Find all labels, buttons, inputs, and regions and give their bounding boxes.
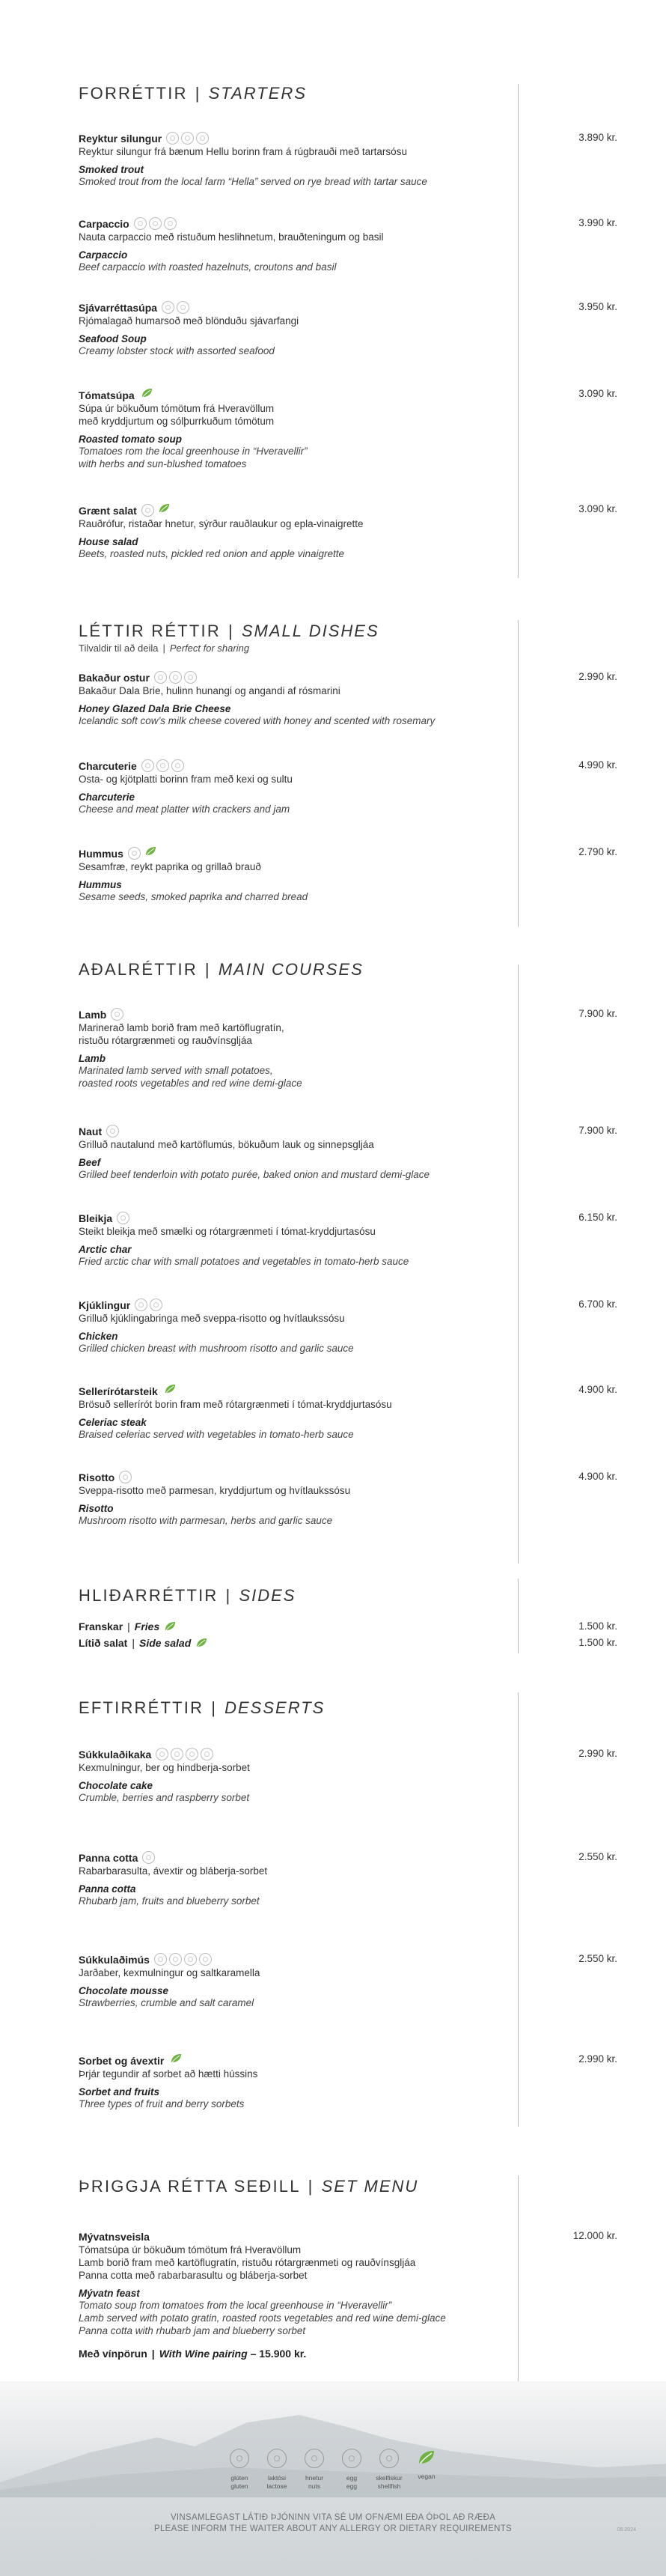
dish-name-english: Celeriac steak bbox=[79, 1417, 147, 1428]
dish-description: Marinerað lamb borið fram með kartöflugratín, bbox=[79, 1022, 284, 1034]
dish-name-english: Sorbet and fruits bbox=[79, 2086, 160, 2097]
dish-description-english: Smoked trout from the local farm “Hella” served on rye bread with tartar sauce bbox=[79, 176, 427, 188]
shellfish-icon bbox=[177, 301, 189, 314]
allergen-icons bbox=[141, 759, 186, 773]
dish-name: Sorbet og ávextir bbox=[79, 2054, 165, 2067]
menu-item bbox=[79, 1851, 617, 1907]
dish-description-english: Cheese and meat platter with crackers and jam bbox=[79, 804, 290, 815]
lactose-icon bbox=[267, 2449, 287, 2468]
egg-icon bbox=[181, 132, 194, 145]
dish-price: 2.990 kr. bbox=[578, 1748, 617, 1759]
menu-item bbox=[79, 1008, 617, 1090]
dish-description-english: Three types of fruit and berry sorbets bbox=[79, 2098, 245, 2109]
dish-price: 2.550 kr. bbox=[578, 1851, 617, 1862]
dish-description: Súpa úr bökuðum tómötum frá Hveravöllum bbox=[79, 403, 275, 414]
dish-price: 3.090 kr. bbox=[578, 503, 617, 514]
dish-description: Jarðaber, kexmulningur og saltkaramella bbox=[79, 1967, 260, 1979]
dish-description-english: Rhubarb jam, fruits and blueberry sorbet bbox=[79, 1895, 260, 1907]
allergen-icons bbox=[154, 1953, 214, 1966]
gluten-icon bbox=[230, 2449, 249, 2468]
allergen-icons bbox=[142, 1851, 157, 1865]
dish-name: Charcuterie bbox=[79, 760, 137, 772]
desserts-heading: EFTIRRÉTTIR | DESSERTS bbox=[79, 1698, 326, 1717]
menu-item bbox=[79, 503, 617, 560]
lactose-icon bbox=[119, 1471, 132, 1483]
dish-name-english: Chocolate mousse bbox=[79, 1985, 169, 1997]
allergen-icons bbox=[141, 503, 171, 517]
dish-name: Hummus bbox=[79, 847, 123, 860]
menu-item bbox=[79, 1298, 617, 1355]
side-item: Lítið salat | Side salad 1.500 kr. bbox=[79, 1637, 617, 1649]
menu-item bbox=[79, 2053, 617, 2110]
dish-description: Sesamfræ, reykt paprika og grillað brauð bbox=[79, 861, 261, 872]
allergen-icons bbox=[106, 1125, 121, 1138]
menu-item bbox=[79, 1384, 617, 1441]
dish-description: Rjómalagað humarsoð með blönduðu sjávarfangi bbox=[79, 315, 299, 327]
dish-price: 3.990 kr. bbox=[578, 217, 617, 228]
set-menu-name: Mývatnsveisla bbox=[79, 2230, 150, 2243]
dish-price: 4.900 kr. bbox=[578, 1384, 617, 1395]
dish-name-english: Honey Glazed Dala Brie Cheese bbox=[79, 703, 231, 715]
allergen-legend bbox=[0, 2449, 666, 2491]
gluten-icon bbox=[156, 1748, 168, 1761]
dish-description-english: Fried arctic char with small potatoes and vegetables in tomato-herb sauce bbox=[79, 1256, 409, 1268]
dish-price: 6.150 kr. bbox=[578, 1212, 617, 1223]
sides-heading: HLIÐARRÉTTIR | SIDES bbox=[79, 1586, 296, 1605]
dish-description-english: Beef carpaccio with roasted hazelnuts, croutons and basil bbox=[79, 261, 337, 273]
allergen-icons bbox=[162, 1384, 177, 1398]
dish-price: 2.790 kr. bbox=[578, 846, 617, 857]
side-item: Franskar | Fries 1.500 kr. bbox=[79, 1620, 617, 1632]
dish-price: 2.990 kr. bbox=[578, 671, 617, 682]
dish-description: Nauta carpaccio með ristuðum heslihnetum, brauðteningum og basil bbox=[79, 231, 384, 243]
dish-description-english: Grilled chicken breast with mushroom risotto and garlic sauce bbox=[79, 1343, 354, 1355]
legend-item: laktósi lactose bbox=[260, 2449, 294, 2491]
vegan-icon bbox=[144, 846, 157, 860]
dish-description: Bakaður Dala Brie, hulinn hunangi og angandi af rósmarini bbox=[79, 685, 340, 697]
menu-item bbox=[79, 301, 617, 357]
nuts-icon bbox=[184, 671, 197, 684]
dish-name-english: Chocolate cake bbox=[79, 1780, 153, 1792]
dish-description: Grilluð kjúklingabringa með sveppa-risotto og hvítlaukssósu bbox=[79, 1313, 345, 1325]
dish-name-english: Panna cotta bbox=[79, 1883, 136, 1895]
lactose-icon bbox=[169, 671, 182, 684]
dish-name-english: Charcuterie bbox=[79, 792, 135, 804]
allergy-notice: VINSAMLEGAST LÁTIÐ ÞJÓNINN VITA SÉ UM OFNÆMI EÐA ÓÞOL AÐ RÆÐA PLEASE INFORM THE WAITER ABOUT ANY ALLERGY OR DIETARY REQUIREMENTS bbox=[154, 2513, 512, 2533]
dish-description: Rauðrófur, ristaðar hnetur, sýrður rauðlaukur og epla-vinaigrette bbox=[79, 518, 364, 529]
lactose-icon bbox=[106, 1125, 119, 1137]
dish-name: Carpaccio bbox=[79, 218, 129, 230]
dish-name: Súkkulaðimús bbox=[79, 1954, 150, 1966]
nuts-icon bbox=[201, 1748, 213, 1761]
dish-description-english: Grilled beef tenderloin with potato purée, baked onion and mustard demi-glace bbox=[79, 1169, 430, 1181]
dish-description-english: Beets, roasted nuts, pickled red onion and apple vinaigrette bbox=[79, 548, 344, 559]
dish-name: Lamb bbox=[79, 1009, 107, 1021]
dish-description-english: Braised celeriac served with vegetables in tomato-herb sauce bbox=[79, 1429, 354, 1440]
vegan-icon bbox=[195, 1638, 208, 1650]
dish-name: Panna cotta bbox=[79, 1852, 138, 1864]
menu-item bbox=[79, 1953, 617, 2009]
dish-description-english: Icelandic soft cow’s milk cheese covered with honey and scented with rosemary bbox=[79, 715, 436, 727]
vegan-icon bbox=[164, 1621, 177, 1634]
gluten-icon bbox=[135, 1298, 147, 1311]
dish-name: Risotto bbox=[79, 1471, 115, 1483]
dish-name: Grænt salat bbox=[79, 504, 137, 517]
legend-item: skelfiskur shellfish bbox=[372, 2449, 406, 2491]
gluten-icon bbox=[166, 132, 179, 145]
egg-icon bbox=[342, 2449, 361, 2468]
vegan-icon bbox=[417, 2449, 436, 2468]
dish-price: 3.890 kr. bbox=[578, 132, 617, 143]
dish-description-english: Marinated lamb served with small potatoes, bbox=[79, 1065, 273, 1077]
menu-code: 05.2024 bbox=[617, 2527, 636, 2533]
dish-description: Grilluð nautalund með kartöflumús, bökuðum lauk og sinnepsgljáa bbox=[79, 1139, 374, 1151]
dish-price: 6.700 kr. bbox=[578, 1298, 617, 1310]
dish-description: ristuðu rótargrænmeti og rauðvínsgljáa bbox=[79, 1035, 252, 1047]
vegan-icon bbox=[158, 503, 171, 517]
dish-price: 2.550 kr. bbox=[578, 1953, 617, 1964]
dish-description: Osta- og kjötplatti borinn fram með kexi og sultu bbox=[79, 774, 293, 786]
dish-name: Súkkulaðikaka bbox=[79, 1749, 152, 1761]
dish-description-english: with herbs and sun-blushed tomatoes bbox=[79, 458, 247, 470]
dish-description-english: Mushroom risotto with parmesan, herbs and garlic sauce bbox=[79, 1515, 333, 1527]
nuts-icon bbox=[164, 217, 177, 230]
allergen-icons bbox=[154, 671, 199, 684]
dish-name-english: Arctic char bbox=[79, 1244, 132, 1256]
dish-name: Sjávarréttasúpa bbox=[79, 302, 158, 314]
egg-icon bbox=[186, 1748, 198, 1761]
legend-item: vegan bbox=[409, 2449, 444, 2481]
dish-name-english: House salad bbox=[79, 536, 138, 547]
dish-name-english: Risotto bbox=[79, 1503, 114, 1515]
dish-price: 3.950 kr. bbox=[578, 301, 617, 312]
nuts-icon bbox=[305, 2449, 324, 2468]
dish-description: Rabarbarasulta, ávextir og bláberja-sorbet bbox=[79, 1865, 268, 1877]
dish-price: 7.900 kr. bbox=[578, 1125, 617, 1136]
dish-description-english: Strawberries, crumble and salt caramel bbox=[79, 1997, 254, 2009]
menu-item bbox=[79, 1748, 617, 1804]
allergen-icons bbox=[119, 1471, 134, 1484]
dish-description: Reyktur silungur frá bænum Hellu borinn fram á rúgbrauði með tartarsósu bbox=[79, 146, 407, 158]
dish-description: Sveppa-risotto með parmesan, kryddjurtum og hvítlaukssósu bbox=[79, 1485, 351, 1497]
allergen-icons bbox=[134, 217, 179, 231]
dish-name-english: Hummus bbox=[79, 879, 122, 890]
dish-description-english: roasted roots vegetables and red wine demi-glace bbox=[79, 1078, 302, 1090]
lactose-icon bbox=[169, 1953, 182, 1966]
small-dishes-heading: LÉTTIR RÉTTIR | SMALL DISHES Tilvaldir til að deila | Perfect for sharing bbox=[79, 622, 379, 654]
dish-price: 4.990 kr. bbox=[578, 759, 617, 771]
vegan-icon bbox=[164, 1384, 177, 1398]
shellfish-icon bbox=[379, 2449, 399, 2468]
gluten-icon bbox=[134, 217, 147, 230]
gluten-icon bbox=[128, 847, 141, 860]
vegan-icon bbox=[141, 388, 153, 402]
allergen-icons bbox=[168, 2053, 183, 2068]
lactose-icon bbox=[117, 1212, 129, 1224]
dish-description: Steikt bleikja með smælki og rótargrænmeti í tómat-kryddjurtasósu bbox=[79, 1226, 376, 1238]
legend-item: hnetur nuts bbox=[297, 2449, 332, 2491]
menu-item bbox=[79, 846, 617, 903]
lactose-icon bbox=[149, 217, 162, 230]
allergen-icons bbox=[117, 1212, 132, 1225]
nuts-icon bbox=[141, 504, 154, 517]
gluten-icon bbox=[154, 671, 167, 684]
mains-heading: AÐALRÉTTIR | MAIN COURSES bbox=[79, 960, 364, 979]
dish-name-english: Seafood Soup bbox=[79, 333, 147, 345]
nuts-icon bbox=[171, 759, 184, 772]
dish-description-english: Creamy lobster stock with assorted seafood bbox=[79, 345, 275, 357]
allergen-icons bbox=[139, 388, 153, 402]
menu-item bbox=[79, 388, 617, 470]
dish-name: Bleikja bbox=[79, 1212, 113, 1224]
set-menu-heading: ÞRIGGJA RÉTTA SEÐILL | SET MENU bbox=[79, 2177, 419, 2196]
dish-description: Kexmulningur, ber og hindberja-sorbet bbox=[79, 1762, 250, 1774]
set-menu-item: Mývatnsveisla Tómatsúpa úr bökuðum tómötum frá Hveravöllum Lamb borið fram með kartöflugratín, ristuðu rótargrænmeti og rauðvínsgljáa Panna cotta með rabarbarasultu og bláberja-sorbet Mývatn feast Tomato soup from tomatoes from the local greenhouse in “Hveravellir” Lamb served with potato gratin, roasted roots vegetables and red wine demi-glace Panna cotta with rhubarb jam and blueberry sorbet Með vínpörun | With Wine pairing – 15.900 kr. 12.000 kr. bbox=[79, 2230, 617, 2360]
menu-item bbox=[79, 217, 617, 273]
lactose-icon bbox=[171, 1748, 183, 1761]
dish-name: Sellerírótarsteik bbox=[79, 1385, 158, 1397]
allergen-icons bbox=[166, 132, 211, 145]
dish-name: Bakaður ostur bbox=[79, 672, 150, 684]
dish-name-english: Roasted tomato soup bbox=[79, 434, 183, 445]
menu-item bbox=[79, 1471, 617, 1527]
dish-price: 2.990 kr. bbox=[578, 2053, 617, 2065]
lactose-icon bbox=[111, 1008, 123, 1021]
lactose-icon bbox=[156, 759, 169, 772]
menu-item bbox=[79, 132, 617, 188]
dish-description-english: Sesame seeds, smoked paprika and charred bread bbox=[79, 891, 308, 902]
starters-heading: FORRÉTTIR | STARTERS bbox=[79, 84, 307, 103]
dish-name-english: Lamb bbox=[79, 1053, 106, 1065]
dish-name: Tómatsúpa bbox=[79, 389, 135, 401]
menu-item bbox=[79, 671, 617, 727]
dish-name-english: Smoked trout bbox=[79, 164, 144, 176]
allergen-icons bbox=[162, 301, 192, 315]
dish-description: Brösuð sellerírót borin fram með rótargrænmeti í tómat-kryddjurtasósu bbox=[79, 1399, 392, 1410]
dish-price: 4.900 kr. bbox=[578, 1471, 617, 1482]
dish-name: Kjúklingur bbox=[79, 1299, 131, 1311]
egg-icon bbox=[184, 1953, 197, 1966]
allergen-icons bbox=[111, 1008, 126, 1021]
dish-name-english: Carpaccio bbox=[79, 249, 128, 261]
allergen-icons bbox=[128, 846, 157, 860]
dish-description-english: Crumble, berries and raspberry sorbet bbox=[79, 1792, 250, 1804]
menu-item bbox=[79, 759, 617, 815]
dish-name: Reyktur silungur bbox=[79, 133, 162, 145]
menu-item bbox=[79, 1212, 617, 1268]
dish-name-english: Beef bbox=[79, 1157, 101, 1169]
menu-item bbox=[79, 1125, 617, 1181]
dish-price: 7.900 kr. bbox=[578, 1008, 617, 1019]
allergen-icons bbox=[156, 1748, 216, 1761]
dish-description: með kryddjurtum og sólþurrkuðum tómötum bbox=[79, 416, 275, 427]
dish-description-english: Tomatoes rom the local greenhouse in “Hveravellir” bbox=[79, 446, 308, 457]
gluten-icon bbox=[154, 1953, 167, 1966]
lactose-icon bbox=[162, 301, 174, 314]
dish-name-english: Chicken bbox=[79, 1331, 118, 1343]
allergen-icons bbox=[135, 1298, 165, 1312]
lactose-icon bbox=[142, 1851, 155, 1864]
dish-name: Naut bbox=[79, 1126, 103, 1137]
nuts-icon bbox=[199, 1953, 212, 1966]
legend-item: glúten gluten bbox=[222, 2449, 257, 2491]
dish-description: Þrjár tegundir af sorbet að hætti hússins bbox=[79, 2068, 258, 2080]
gluten-icon bbox=[141, 759, 154, 772]
lactose-icon bbox=[150, 1298, 162, 1311]
wine-pairing: Með vínpörun | With Wine pairing – 15.900 kr. bbox=[79, 2348, 307, 2360]
dish-price: 3.090 kr. bbox=[578, 388, 617, 399]
vegan-icon bbox=[170, 2053, 183, 2068]
lactose-icon bbox=[196, 132, 209, 145]
legend-item: egg egg bbox=[334, 2449, 369, 2491]
